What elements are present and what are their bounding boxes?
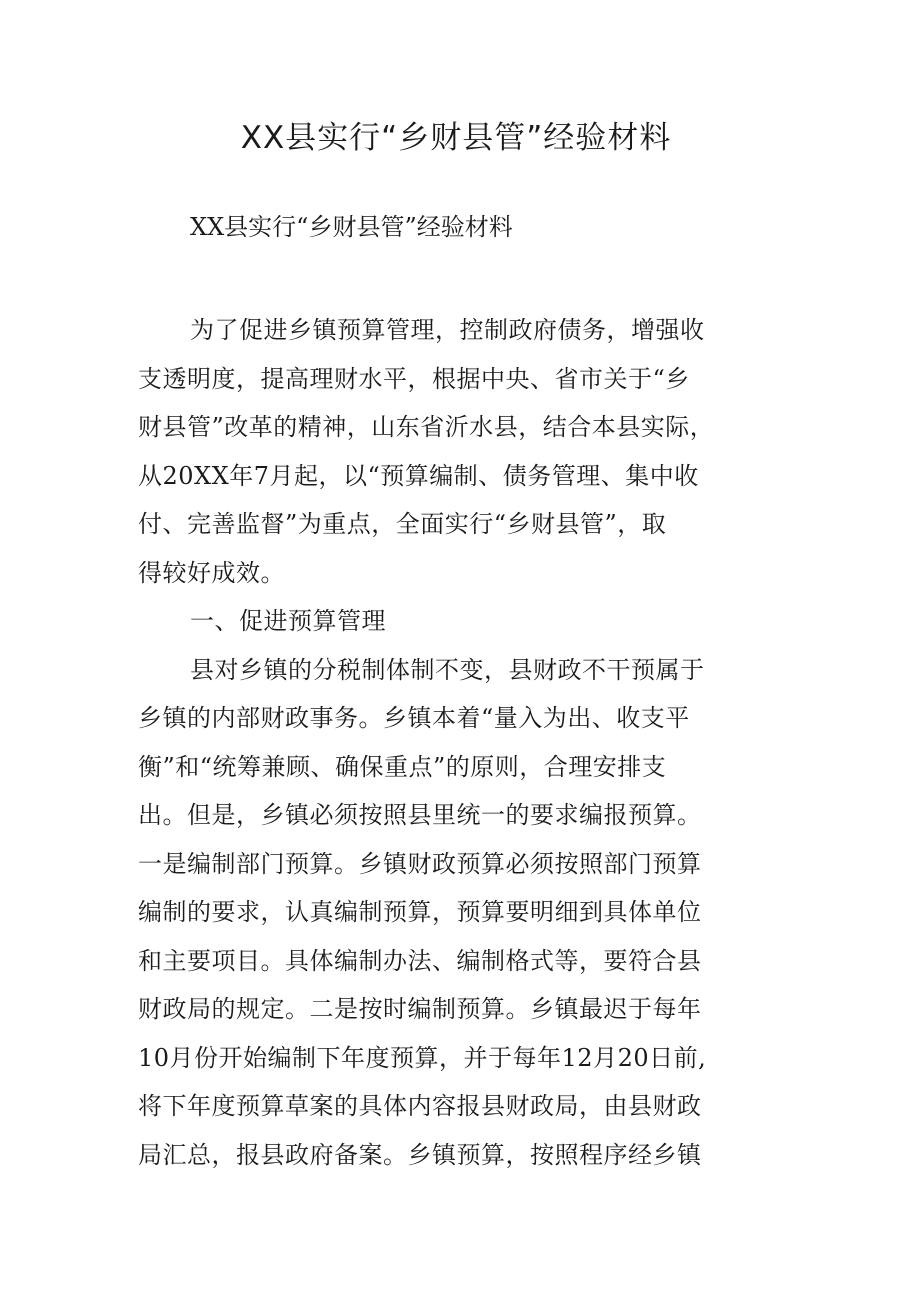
paragraph-line: 县对乡镇的分税制体制不变，县财政不干预属于 (190, 655, 705, 684)
paragraph-line: 衡”和“统筹兼顾、确保重点”的原则，合理安排支 (138, 752, 667, 781)
paragraph-line: 将下年度预算草案的具体内容报县财政局，由县财政 (138, 1092, 702, 1120)
paragraph-line: 财县管”改革的精神，山东省沂水县，结合本县实际， (138, 413, 715, 441)
paragraph-line: 得较好成效。 (138, 558, 285, 587)
paragraph-line: 支透明度，提高理财水平，根据中央、省市关于“乡 (138, 364, 690, 393)
paragraph-line: 财政局的规定。二是按时编制预算。乡镇最迟于每年 (138, 995, 702, 1023)
paragraph-line: 从20XX年7月起，以“预算编制、债务管理、集中收 (138, 461, 699, 490)
paragraph-line: 为了促进乡镇预算管理，控制政府债务，增强收 (190, 316, 705, 344)
document-title: XX县实行“乡财县管”经验材料 (240, 120, 672, 156)
paragraph-line: 付、完善监督”为重点，全面实行“乡财县管”，取 (138, 510, 667, 538)
paragraph-line: 乡镇的内部财政事务。乡镇本着“量入为出、收支平 (138, 704, 690, 732)
paragraph-line: 出。但是，乡镇必须按照县里统一的要求编报预算。 (138, 801, 702, 829)
document-body (138, 306, 718, 1179)
paragraph-line: 一是编制部门预算。乡镇财政预算必须按照部门预算 (138, 849, 702, 878)
paragraph-line: 局汇总，报县政府备案。乡镇预算，按照程序经乡镇 (138, 1140, 702, 1169)
paragraph-line: 10月份开始编制下年度预算，并于每年12月20日前, (138, 1043, 707, 1072)
paragraph-line: 编制的要求，认真编制预算，预算要明细到具体单位 (138, 898, 702, 926)
paragraph-line: 和主要项目。具体编制办法、编制格式等，要符合县 (138, 946, 702, 975)
section-heading: 一、促进预算管理 (190, 607, 386, 635)
document-subtitle: XX县实行“乡财县管”经验材料 (190, 213, 513, 241)
